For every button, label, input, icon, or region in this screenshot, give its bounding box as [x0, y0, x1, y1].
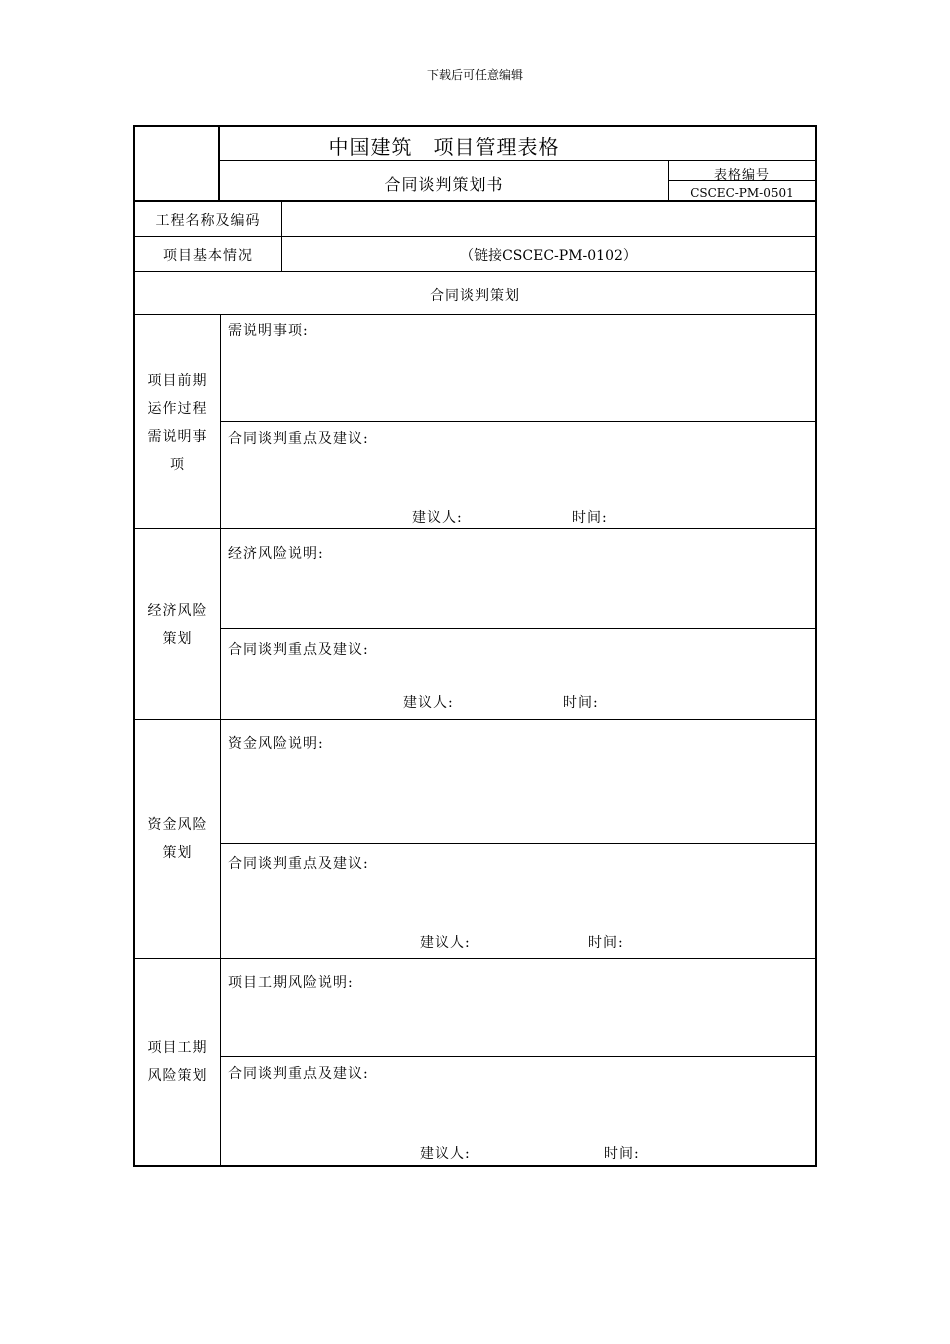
- row-divider-2: [133, 271, 817, 272]
- project-name-label: 工程名称及编码: [155, 213, 261, 229]
- table-border-bottom: [133, 1165, 817, 1167]
- project-basic-label: 项目基本情况: [163, 248, 253, 264]
- sec1-bottom: [133, 528, 817, 529]
- title-divider: [218, 160, 817, 161]
- sec2-side-label: 经济风险 策划: [147, 603, 208, 647]
- sec1-inner-divider: [220, 421, 817, 422]
- sec2-time: 时间:: [563, 695, 599, 711]
- sec4-bottom-label: 合同谈判重点及建议:: [228, 1066, 369, 1082]
- section-title: 合同谈判策划: [430, 288, 520, 304]
- row-divider-3: [133, 314, 817, 315]
- section-col-divider: [220, 314, 221, 1167]
- sec2-bottom: [133, 719, 817, 720]
- sec4-side-label: 项目工期 风险策划: [147, 1040, 208, 1084]
- sec3-proposer: 建议人:: [420, 935, 471, 951]
- sec3-top-label: 资金风险说明:: [228, 736, 324, 752]
- sec3-time: 时间:: [588, 935, 624, 951]
- sec2-inner-divider: [220, 628, 817, 629]
- sec3-side-label: 资金风险 策划: [147, 817, 208, 861]
- sec1-time: 时间:: [572, 510, 608, 526]
- header-bottom: [133, 200, 817, 202]
- sec1-bottom-label: 合同谈判重点及建议:: [228, 431, 369, 447]
- sec1-proposer: 建议人:: [412, 510, 463, 526]
- form-sub-title: 合同谈判策划书: [384, 175, 504, 194]
- sec4-time: 时间:: [604, 1146, 640, 1162]
- sec3-bottom-label: 合同谈判重点及建议:: [228, 856, 369, 872]
- sec1-top-label: 需说明事项:: [228, 323, 309, 339]
- form-code-value: CSCEC-PM-0501: [690, 186, 794, 200]
- sec3-bottom: [133, 958, 817, 959]
- sec1-side-label: 项目前期 运作过程 需说明事 项: [147, 373, 208, 473]
- sec4-inner-divider: [220, 1056, 817, 1057]
- sec2-bottom-label: 合同谈判重点及建议:: [228, 642, 369, 658]
- row-divider-1: [133, 236, 817, 237]
- form-main-title: 中国建筑 项目管理表格: [328, 135, 560, 159]
- sec3-inner-divider: [220, 843, 817, 844]
- table-border-right: [815, 125, 817, 1167]
- project-basic-link[interactable]: （链接CSCEC-PM-0102）: [460, 248, 637, 264]
- sec4-proposer: 建议人:: [420, 1146, 471, 1162]
- form-code-label: 表格编号: [713, 168, 770, 183]
- sec2-top-label: 经济风险说明:: [228, 546, 324, 562]
- table-border-top: [133, 125, 817, 127]
- sec2-proposer: 建议人:: [403, 695, 454, 711]
- sec4-top-label: 项目工期风险说明:: [228, 975, 354, 991]
- download-note: 下载后可任意编辑: [426, 68, 523, 82]
